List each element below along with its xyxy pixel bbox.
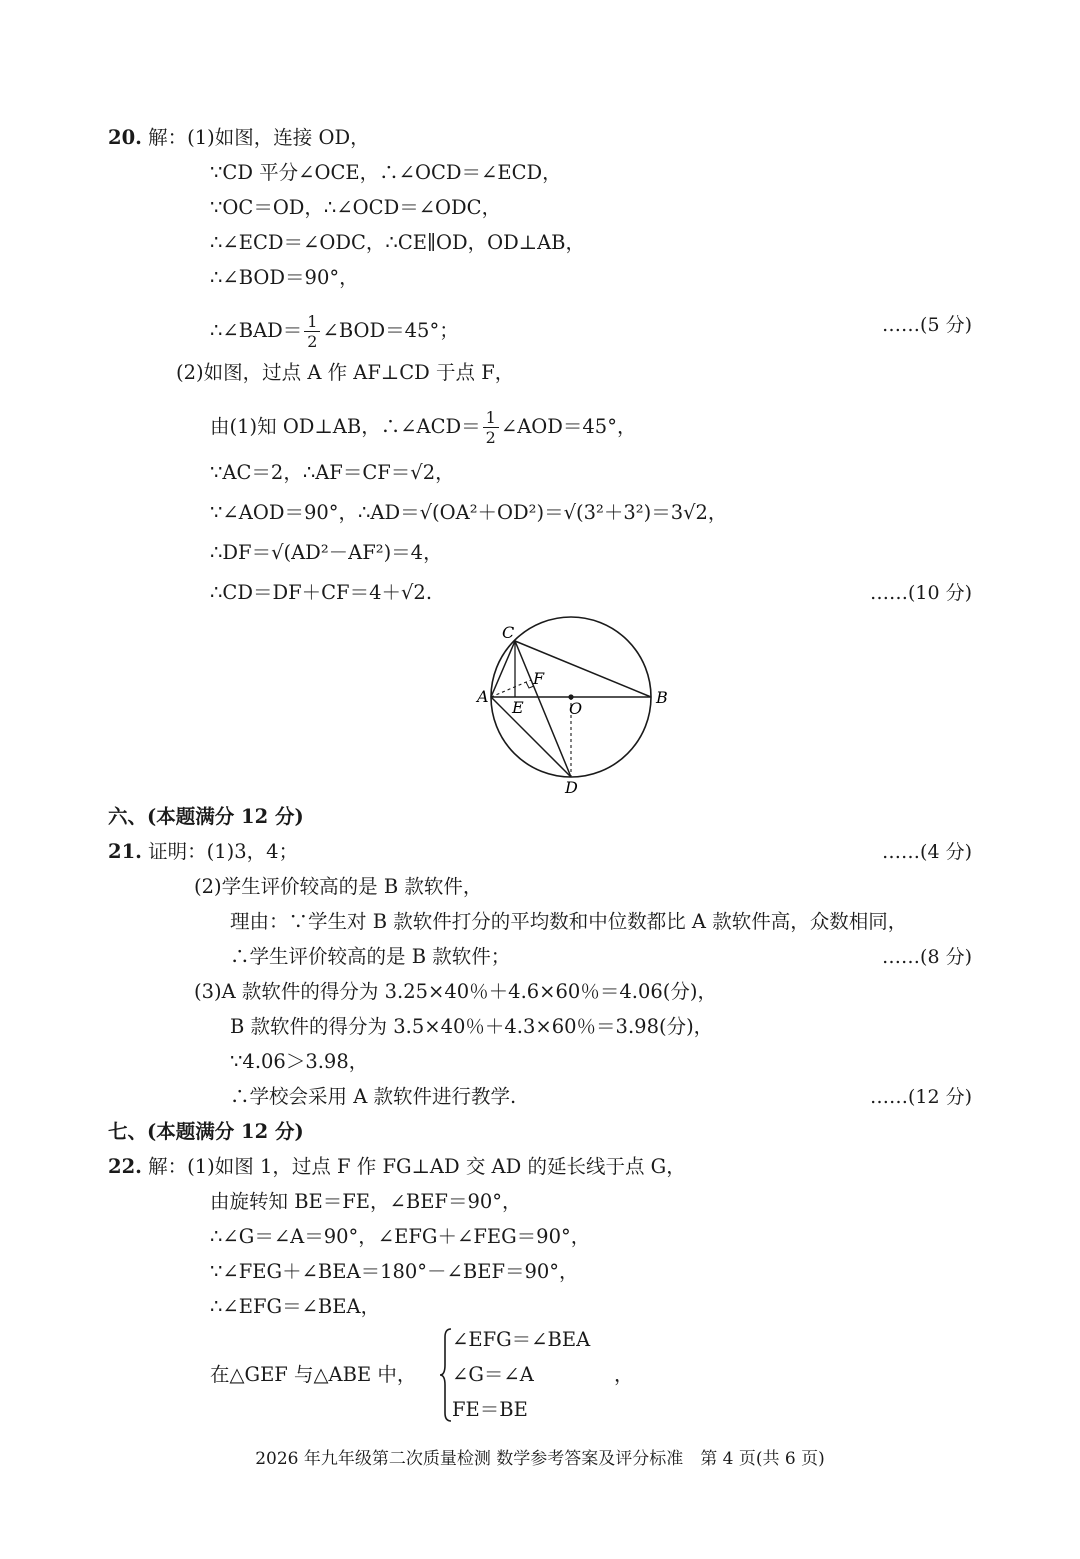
acd-pre: 由(1)知 OD⊥AB，∴∠ACD＝ [210, 415, 481, 438]
q20-header-text: 解：(1)如图，连接 OD， [141, 126, 370, 149]
q22-line-3: ∴∠G＝∠A＝90°，∠EFG＋∠FEG＝90°， [210, 1225, 591, 1248]
q21-score-1: ……(4 分) [882, 841, 972, 863]
fraction-numerator-2: 1 [483, 408, 499, 428]
condition-1: ∠EFG＝∠BEA [452, 1328, 591, 1351]
condition-2: ∠G＝∠A [452, 1363, 534, 1386]
q20-score-1: ……(5 分) [882, 314, 972, 336]
q20-line-3: ∴∠ECD＝∠ODC，∴CE∥OD，OD⊥AB， [210, 231, 585, 254]
q20-p2-line-1: ∵AC＝2，∴AF＝CF＝√2， [210, 461, 455, 484]
q21-score-2: ……(8 分) [882, 946, 972, 968]
page-footer: 2026 年九年级第二次质量检测 数学参考答案及评分标准 第 4 页(共 6 页) [255, 1449, 825, 1469]
q21-header [108, 839, 298, 865]
q21-line-4: ∴学生评价较高的是 B 款软件； [230, 945, 511, 968]
bad-post: ∠BOD＝45°； [322, 319, 459, 342]
fraction-denominator-2: 2 [485, 428, 496, 447]
half-fraction [304, 312, 320, 351]
q21-line-6: B 款软件的得分为 3.5×40％＋4.3×60％＝3.98(分)， [230, 1015, 714, 1038]
section-6-title: 六、(本题满分 12 分) [108, 805, 304, 828]
q22-line-4: ∵∠FEG＋∠BEA＝180°－∠BEF＝90°， [210, 1260, 579, 1283]
segment-CA [491, 641, 515, 697]
label-O: O [569, 699, 583, 718]
label-A: A [477, 687, 489, 706]
label-B: B [656, 688, 668, 707]
label-C: C [502, 623, 515, 642]
q20-line-1: ∵CD 平分∠OCE，∴∠OCD＝∠ECD， [210, 161, 562, 184]
q21-line-7: ∵4.06＞3.98， [230, 1050, 369, 1073]
q21-line-1: 证明：(1)3，4； [141, 840, 299, 863]
label-E: E [512, 698, 524, 717]
q20-part2-header: (2)如图，过点 A 作 AF⊥CD 于点 F， [176, 361, 515, 384]
q22-triangle-intro: 在△GEF 与△ABE 中， [210, 1363, 417, 1386]
q20-line-2: ∵OC＝OD，∴∠OCD＝∠ODC， [210, 196, 502, 219]
acd-post: ∠AOD＝45°， [500, 415, 637, 438]
fraction-numerator: 1 [304, 312, 320, 332]
q21-line-3: 理由：∵学生对 B 款软件打分的平均数和中位数都比 A 款软件高，众数相同， [230, 910, 908, 933]
q20-line-4: ∴∠BOD＝90°， [210, 266, 359, 289]
section-7-title: 七、(本题满分 12 分) [108, 1120, 304, 1143]
system-of-conditions [440, 1327, 640, 1423]
q20-bad-line [210, 312, 459, 351]
label-F: F [533, 669, 545, 688]
q21-line-2: (2)学生评价较高的是 B 款软件， [194, 875, 483, 898]
q21-line-8: ∴学校会采用 A 款软件进行教学. [230, 1085, 517, 1108]
q20-header [108, 125, 370, 151]
q22-line-1: 解：(1)如图 1，过点 F 作 FG⊥AD 交 AD 的延长线于点 G， [141, 1155, 686, 1178]
label-D: D [565, 778, 578, 797]
circle-geometry-figure [470, 615, 680, 800]
bad-pre: ∴∠BAD＝ [210, 319, 303, 342]
q20-score-2: ……(10 分) [869, 582, 972, 604]
q20-acd-line [210, 408, 636, 447]
q22-header [108, 1154, 686, 1180]
segment-AD [491, 697, 571, 777]
q21-score-3: ……(12 分) [869, 1086, 972, 1108]
q20-p2-line-2: ∵∠AOD＝90°，∴AD＝√(OA²＋OD²)＝√(3²＋3²)＝3√2， [210, 501, 728, 524]
q20-p2-line-4: ∴CD＝DF＋CF＝4＋√2. [210, 581, 433, 604]
fraction-denominator: 2 [307, 332, 318, 351]
half-fraction-2 [483, 408, 499, 447]
q22-trailing-comma: ， [614, 1363, 634, 1386]
q21-number: 21. [108, 840, 142, 863]
q21-line-5: (3)A 款软件的得分为 3.25×40％＋4.6×60％＝4.06(分)， [194, 980, 717, 1003]
condition-3: FE＝BE [452, 1398, 528, 1421]
q22-line-2: 由旋转知 BE＝FE，∠BEF＝90°， [210, 1190, 522, 1213]
q20-number: 20. [108, 126, 142, 149]
q22-line-5: ∴∠EFG＝∠BEA， [210, 1295, 381, 1318]
q22-number: 22. [108, 1155, 142, 1178]
q20-p2-line-3: ∴DF＝√(AD²－AF²)＝4， [210, 541, 443, 564]
